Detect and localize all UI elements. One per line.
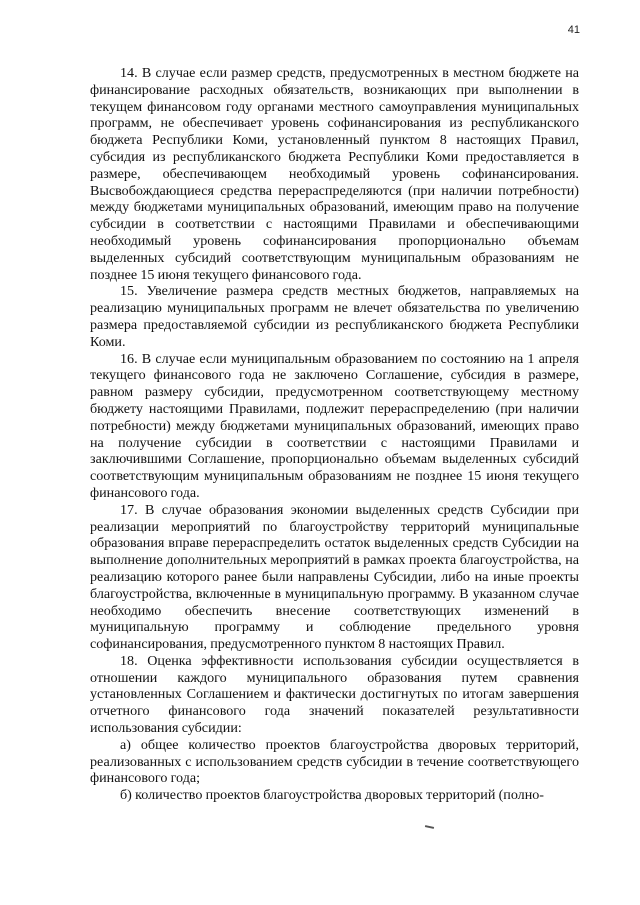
paragraph-15: 15. Увеличение размера средств местных бюджетов, направляемых на реализацию муниципальных программ не влечет обязательства по увеличению размера предоставляемой субсидии из республиканского бюджета Республики Коми. xyxy=(90,283,579,350)
paragraph-14: 14. В случае если размер средств, предусмотренных в местном бюджете на финансирование расходных обязательств, возникающих при выполнении в текущем финансовом году органами местного самоуправления муниципальных программ, не обеспечивает уровень софинансирования из республиканского бюджета Республики Коми, установленный пунктом 8 настоящих Правил, субсидия из республиканского бюджета Республики Коми предоставляется в размере, обеспечивающем необходимый уровень софинансирования. Высвобождающиеся средства перераспределяются (при наличии потребности) между бюджетами муниципальных образований, имеющим право на получение субсидии в соответствии с настоящими Правилами и обеспечивающими необходимый уровень софинансирования пропорционально объемам выделенных субсидий соответствующим муниципальным образованиям не позднее 15 июня текущего финансового года. xyxy=(90,65,579,283)
document-body xyxy=(90,65,579,804)
paragraph-18: 18. Оценка эффективности использования субсидии осуществляется в отношении каждого муниципального образования путем сравнения установленных Соглашением и фактически достигнутых по итогам завершения отчетного финансового года значений показателей результативности использования субсидии: xyxy=(90,652,579,737)
paragraph-16: 16. В случае если муниципальным образованием по состоянию на 1 апреля текущего финансового года не заключено Соглашение, субсидия в размере, равном размеру субсидии, предусмотренном соответствующему местному бюджету настоящими Правилами, подлежит перераспределению (при наличии потребности) между бюджетами муниципальных образований, имеющих право на получение субсидии в соответствии с настоящими Правилами и заключившими Соглашение, пропорционально объемам выделенных субсидий соответствующим муниципальным образованиям не позднее 15 июня текущего финансового года. xyxy=(90,350,579,501)
scan-artifact-mark xyxy=(425,825,434,829)
page-number: 41 xyxy=(567,24,580,36)
paragraph-18a: а) общее количество проектов благоустройства дворовых территорий, реализованных с использованием средств субсидии в течение соответствующего финансового года; xyxy=(90,736,579,787)
paragraph-17: 17. В случае образования экономии выделенных средств Субсидии при реализации мероприятий по благоустройству территорий муниципальные образования вправе перераспределить остаток выделенных средств Субсидии на выполнение дополнительных мероприятий в рамках проекта благоустройства, на реализацию которого ранее были направлены Субсидии, либо на иные проекты благоустройства, включенные в муниципальную программу. В указанном случае необходимо обеспечить внесение соответствующих изменений в муниципальную программу и соблюдение предельного уровня софинансирования, предусмотренного пунктом 8 настоящих Правил. xyxy=(90,501,579,653)
paragraph-18b: б) количество проектов благоустройства дворовых территорий (полно- xyxy=(120,787,544,804)
